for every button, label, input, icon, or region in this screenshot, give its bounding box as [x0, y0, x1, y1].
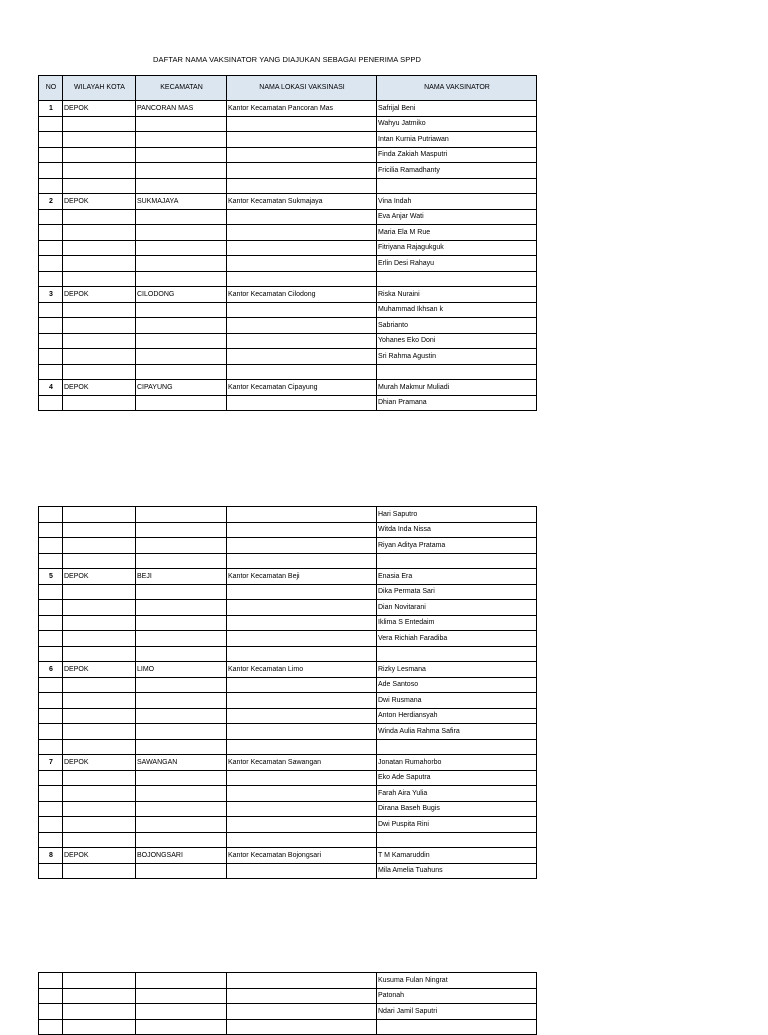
vaksinator-table-page-3: [38, 972, 537, 1035]
table-row: [39, 271, 537, 287]
cell-wilayah-kota: [63, 507, 136, 523]
cell-kecamatan: [136, 817, 227, 833]
cell-kecamatan: [136, 349, 227, 365]
cell-wilayah-kota: [63, 225, 136, 241]
cell-lokasi-vaksinasi: [227, 724, 377, 740]
cell-nama-vaksinator: [377, 364, 537, 380]
cell-lokasi-vaksinasi: [227, 116, 377, 132]
cell-kecamatan: PANCORAN MAS: [136, 101, 227, 117]
table-row: [39, 507, 537, 523]
cell-kecamatan: [136, 801, 227, 817]
cell-nama-vaksinator: Iklima S Entedaim: [377, 615, 537, 631]
cell-wilayah-kota: DEPOK: [63, 848, 136, 864]
cell-kecamatan: [136, 302, 227, 318]
vaksinator-table-page-1: [38, 75, 537, 411]
cell-no: [39, 1019, 63, 1035]
cell-nama-vaksinator: [377, 646, 537, 662]
cell-kecamatan: [136, 116, 227, 132]
cell-lokasi-vaksinasi: [227, 538, 377, 554]
cell-kecamatan: [136, 646, 227, 662]
cell-kecamatan: [136, 584, 227, 600]
cell-nama-vaksinator: Dwi Rusmana: [377, 693, 537, 709]
cell-wilayah-kota: DEPOK: [63, 194, 136, 210]
cell-no: [39, 116, 63, 132]
cell-kecamatan: [136, 863, 227, 879]
cell-no: [39, 693, 63, 709]
cell-kecamatan: [136, 1019, 227, 1035]
table-row: [39, 786, 537, 802]
cell-no: [39, 256, 63, 272]
cell-nama-vaksinator: [377, 271, 537, 287]
cell-kecamatan: [136, 1004, 227, 1020]
cell-no: 2: [39, 194, 63, 210]
cell-wilayah-kota: [63, 395, 136, 411]
cell-no: 5: [39, 569, 63, 585]
cell-wilayah-kota: [63, 178, 136, 194]
cell-wilayah-kota: [63, 677, 136, 693]
cell-wilayah-kota: DEPOK: [63, 287, 136, 303]
cell-wilayah-kota: [63, 147, 136, 163]
cell-no: [39, 631, 63, 647]
cell-kecamatan: BEJI: [136, 569, 227, 585]
cell-lokasi-vaksinasi: [227, 240, 377, 256]
cell-kecamatan: [136, 147, 227, 163]
cell-lokasi-vaksinasi: [227, 364, 377, 380]
cell-lokasi-vaksinasi: [227, 507, 377, 523]
cell-wilayah-kota: DEPOK: [63, 755, 136, 771]
cell-nama-vaksinator: Yohanes Eko Doni: [377, 333, 537, 349]
cell-no: [39, 178, 63, 194]
table-row: [39, 147, 537, 163]
cell-nama-vaksinator: Dian Novitarani: [377, 600, 537, 616]
cell-kecamatan: [136, 786, 227, 802]
cell-no: [39, 863, 63, 879]
cell-wilayah-kota: [63, 553, 136, 569]
table-row: [39, 318, 537, 334]
cell-nama-vaksinator: Dwi Puspita Rini: [377, 817, 537, 833]
table-row: [39, 677, 537, 693]
cell-nama-vaksinator: Murah Makmur Muliadi: [377, 380, 537, 396]
table-row: [39, 770, 537, 786]
table-row: [39, 708, 537, 724]
cell-no: [39, 1004, 63, 1020]
cell-kecamatan: LIMO: [136, 662, 227, 678]
cell-wilayah-kota: [63, 988, 136, 1004]
cell-wilayah-kota: DEPOK: [63, 101, 136, 117]
cell-nama-vaksinator: Anton Herdiansyah: [377, 708, 537, 724]
cell-lokasi-vaksinasi: [227, 209, 377, 225]
cell-wilayah-kota: [63, 584, 136, 600]
cell-kecamatan: [136, 271, 227, 287]
cell-no: [39, 209, 63, 225]
cell-no: [39, 739, 63, 755]
cell-nama-vaksinator: Safrijal Beni: [377, 101, 537, 117]
cell-lokasi-vaksinasi: [227, 522, 377, 538]
table-row: [39, 101, 537, 117]
cell-no: 6: [39, 662, 63, 678]
cell-nama-vaksinator: Jonatan Rumahorbo: [377, 755, 537, 771]
cell-nama-vaksinator: Rizky Lesmana: [377, 662, 537, 678]
cell-wilayah-kota: [63, 801, 136, 817]
cell-lokasi-vaksinasi: Kantor Kecamatan Bojongsari: [227, 848, 377, 864]
cell-nama-vaksinator: Kusuma Fulan Ningrat: [377, 973, 537, 989]
cell-nama-vaksinator: Dirana Baseh Bugis: [377, 801, 537, 817]
cell-kecamatan: [136, 225, 227, 241]
cell-lokasi-vaksinasi: [227, 770, 377, 786]
cell-wilayah-kota: [63, 631, 136, 647]
cell-kecamatan: [136, 739, 227, 755]
cell-wilayah-kota: [63, 318, 136, 334]
table-row: [39, 631, 537, 647]
cell-no: 1: [39, 101, 63, 117]
cell-nama-vaksinator: Muhammad Ikhsan k: [377, 302, 537, 318]
cell-nama-vaksinator: Intan Kurnia Putriawan: [377, 132, 537, 148]
cell-nama-vaksinator: Erlin Desi Rahayu: [377, 256, 537, 272]
table-row: [39, 538, 537, 554]
cell-no: [39, 132, 63, 148]
cell-no: [39, 677, 63, 693]
cell-wilayah-kota: DEPOK: [63, 380, 136, 396]
cell-no: [39, 302, 63, 318]
cell-wilayah-kota: [63, 708, 136, 724]
cell-wilayah-kota: [63, 817, 136, 833]
cell-lokasi-vaksinasi: [227, 271, 377, 287]
cell-no: [39, 318, 63, 334]
cell-lokasi-vaksinasi: [227, 708, 377, 724]
cell-nama-vaksinator: Sri Rahma Agustin: [377, 349, 537, 365]
cell-lokasi-vaksinasi: [227, 631, 377, 647]
cell-nama-vaksinator: Witda Inda Nissa: [377, 522, 537, 538]
cell-nama-vaksinator: Riyan Aditya Pratama: [377, 538, 537, 554]
table-row: [39, 349, 537, 365]
cell-kecamatan: [136, 209, 227, 225]
cell-no: [39, 522, 63, 538]
cell-nama-vaksinator: [377, 553, 537, 569]
cell-wilayah-kota: [63, 209, 136, 225]
cell-nama-vaksinator: Finda Zakiah Masputri: [377, 147, 537, 163]
cell-kecamatan: [136, 631, 227, 647]
cell-kecamatan: [136, 553, 227, 569]
cell-nama-vaksinator: [377, 1019, 537, 1035]
table-row: [39, 863, 537, 879]
cell-lokasi-vaksinasi: [227, 677, 377, 693]
cell-kecamatan: [136, 693, 227, 709]
cell-lokasi-vaksinasi: [227, 178, 377, 194]
cell-lokasi-vaksinasi: [227, 615, 377, 631]
cell-wilayah-kota: DEPOK: [63, 662, 136, 678]
header-nama-vaksinator: NAMA VAKSINATOR: [377, 76, 537, 101]
cell-lokasi-vaksinasi: [227, 801, 377, 817]
table-row: [39, 225, 537, 241]
table-row: [39, 755, 537, 771]
cell-no: [39, 615, 63, 631]
cell-wilayah-kota: [63, 724, 136, 740]
table-row: [39, 287, 537, 303]
cell-no: [39, 333, 63, 349]
table-row: [39, 988, 537, 1004]
cell-nama-vaksinator: Vera Richiah Faradiba: [377, 631, 537, 647]
cell-lokasi-vaksinasi: [227, 1019, 377, 1035]
table-row: [39, 662, 537, 678]
cell-kecamatan: [136, 988, 227, 1004]
cell-kecamatan: SAWANGAN: [136, 755, 227, 771]
cell-kecamatan: [136, 395, 227, 411]
cell-lokasi-vaksinasi: Kantor Kecamatan Cipayung: [227, 380, 377, 396]
cell-lokasi-vaksinasi: [227, 256, 377, 272]
table-row: [39, 395, 537, 411]
table-row: [39, 163, 537, 179]
table-row: [39, 848, 537, 864]
cell-kecamatan: [136, 163, 227, 179]
cell-kecamatan: [136, 132, 227, 148]
cell-no: [39, 817, 63, 833]
cell-no: [39, 364, 63, 380]
cell-wilayah-kota: [63, 116, 136, 132]
cell-lokasi-vaksinasi: [227, 786, 377, 802]
cell-kecamatan: [136, 240, 227, 256]
cell-lokasi-vaksinasi: [227, 693, 377, 709]
table-row: [39, 817, 537, 833]
cell-lokasi-vaksinasi: [227, 739, 377, 755]
cell-nama-vaksinator: Hari Saputro: [377, 507, 537, 523]
cell-no: [39, 832, 63, 848]
cell-nama-vaksinator: Fricilia Ramadhanty: [377, 163, 537, 179]
cell-lokasi-vaksinasi: [227, 132, 377, 148]
cell-lokasi-vaksinasi: [227, 973, 377, 989]
cell-lokasi-vaksinasi: [227, 988, 377, 1004]
cell-kecamatan: SUKMAJAYA: [136, 194, 227, 210]
cell-kecamatan: [136, 522, 227, 538]
header-kecamatan: KECAMATAN: [136, 76, 227, 101]
cell-no: [39, 507, 63, 523]
cell-wilayah-kota: [63, 615, 136, 631]
cell-kecamatan: [136, 724, 227, 740]
cell-kecamatan: [136, 615, 227, 631]
vaksinator-table-page-2: [38, 506, 537, 879]
cell-wilayah-kota: [63, 693, 136, 709]
cell-wilayah-kota: [63, 739, 136, 755]
header-wilayah-kota: WILAYAH KOTA: [63, 76, 136, 101]
cell-no: 8: [39, 848, 63, 864]
cell-wilayah-kota: [63, 302, 136, 318]
cell-wilayah-kota: [63, 349, 136, 365]
cell-no: [39, 271, 63, 287]
cell-no: [39, 600, 63, 616]
cell-no: [39, 708, 63, 724]
cell-nama-vaksinator: Vina Indah: [377, 194, 537, 210]
cell-kecamatan: BOJONGSARI: [136, 848, 227, 864]
table-row: [39, 646, 537, 662]
table-row: [39, 302, 537, 318]
cell-wilayah-kota: [63, 600, 136, 616]
cell-nama-vaksinator: [377, 832, 537, 848]
table-row: [39, 569, 537, 585]
table-row: [39, 801, 537, 817]
cell-lokasi-vaksinasi: Kantor Kecamatan Sawangan: [227, 755, 377, 771]
table-row: [39, 178, 537, 194]
cell-kecamatan: [136, 364, 227, 380]
cell-kecamatan: [136, 708, 227, 724]
cell-no: [39, 786, 63, 802]
cell-nama-vaksinator: Fitriyana Rajagukguk: [377, 240, 537, 256]
cell-kecamatan: [136, 256, 227, 272]
table-row: [39, 600, 537, 616]
cell-kecamatan: [136, 333, 227, 349]
cell-lokasi-vaksinasi: [227, 318, 377, 334]
table-header-row: [39, 76, 537, 101]
cell-nama-vaksinator: Enasia Era: [377, 569, 537, 585]
cell-lokasi-vaksinasi: [227, 553, 377, 569]
cell-no: [39, 801, 63, 817]
table-row: [39, 240, 537, 256]
table-row: [39, 333, 537, 349]
document-title: DAFTAR NAMA VAKSINATOR YANG DIAJUKAN SEBAGAI PENERIMA SPPD: [153, 55, 421, 64]
cell-lokasi-vaksinasi: [227, 395, 377, 411]
table-row: [39, 553, 537, 569]
cell-lokasi-vaksinasi: [227, 1004, 377, 1020]
cell-no: [39, 163, 63, 179]
cell-no: [39, 240, 63, 256]
cell-lokasi-vaksinasi: [227, 302, 377, 318]
cell-wilayah-kota: [63, 522, 136, 538]
cell-nama-vaksinator: Maria Ela M Rue: [377, 225, 537, 241]
cell-wilayah-kota: [63, 163, 136, 179]
cell-nama-vaksinator: [377, 178, 537, 194]
cell-lokasi-vaksinasi: [227, 600, 377, 616]
cell-wilayah-kota: [63, 538, 136, 554]
cell-lokasi-vaksinasi: [227, 349, 377, 365]
cell-no: [39, 988, 63, 1004]
cell-no: [39, 973, 63, 989]
table-row: [39, 693, 537, 709]
cell-nama-vaksinator: [377, 739, 537, 755]
cell-no: [39, 770, 63, 786]
cell-lokasi-vaksinasi: [227, 584, 377, 600]
cell-kecamatan: [136, 538, 227, 554]
cell-nama-vaksinator: Eva Anjar Wati: [377, 209, 537, 225]
cell-nama-vaksinator: Eko Ade Saputra: [377, 770, 537, 786]
cell-nama-vaksinator: Mila Amelia Tuahuns: [377, 863, 537, 879]
cell-no: 4: [39, 380, 63, 396]
cell-lokasi-vaksinasi: [227, 225, 377, 241]
cell-no: [39, 225, 63, 241]
cell-kecamatan: [136, 507, 227, 523]
cell-lokasi-vaksinasi: Kantor Kecamatan Sukmajaya: [227, 194, 377, 210]
table-row: [39, 615, 537, 631]
cell-kecamatan: [136, 973, 227, 989]
cell-lokasi-vaksinasi: Kantor Kecamatan Limo: [227, 662, 377, 678]
cell-kecamatan: CIPAYUNG: [136, 380, 227, 396]
cell-lokasi-vaksinasi: [227, 163, 377, 179]
cell-wilayah-kota: [63, 770, 136, 786]
cell-wilayah-kota: [63, 271, 136, 287]
cell-kecamatan: [136, 318, 227, 334]
cell-no: [39, 553, 63, 569]
cell-no: 3: [39, 287, 63, 303]
cell-wilayah-kota: [63, 256, 136, 272]
cell-kecamatan: [136, 770, 227, 786]
cell-kecamatan: [136, 600, 227, 616]
cell-kecamatan: [136, 677, 227, 693]
table-row: [39, 724, 537, 740]
cell-nama-vaksinator: Ade Santoso: [377, 677, 537, 693]
table-row: [39, 364, 537, 380]
cell-no: [39, 147, 63, 163]
table-row: [39, 194, 537, 210]
cell-no: [39, 349, 63, 365]
cell-lokasi-vaksinasi: Kantor Kecamatan Cilodong: [227, 287, 377, 303]
table-row: [39, 739, 537, 755]
cell-wilayah-kota: [63, 973, 136, 989]
cell-no: [39, 538, 63, 554]
cell-wilayah-kota: [63, 786, 136, 802]
cell-wilayah-kota: DEPOK: [63, 569, 136, 585]
cell-wilayah-kota: [63, 364, 136, 380]
cell-lokasi-vaksinasi: [227, 333, 377, 349]
cell-lokasi-vaksinasi: [227, 147, 377, 163]
cell-lokasi-vaksinasi: [227, 817, 377, 833]
cell-wilayah-kota: [63, 863, 136, 879]
cell-nama-vaksinator: Winda Aulia Rahma Safira: [377, 724, 537, 740]
cell-no: [39, 646, 63, 662]
header-no: NO: [39, 76, 63, 101]
cell-wilayah-kota: [63, 132, 136, 148]
cell-nama-vaksinator: Patonah: [377, 988, 537, 1004]
table-row: [39, 973, 537, 989]
cell-lokasi-vaksinasi: [227, 863, 377, 879]
cell-wilayah-kota: [63, 832, 136, 848]
cell-nama-vaksinator: Sabrianto: [377, 318, 537, 334]
table-row: [39, 522, 537, 538]
table-row: [39, 1019, 537, 1035]
table-row: [39, 116, 537, 132]
cell-no: 7: [39, 755, 63, 771]
cell-lokasi-vaksinasi: Kantor Kecamatan Pancoran Mas: [227, 101, 377, 117]
cell-nama-vaksinator: Farah Aira Yulia: [377, 786, 537, 802]
cell-wilayah-kota: [63, 240, 136, 256]
table-row: [39, 1004, 537, 1020]
cell-no: [39, 724, 63, 740]
cell-no: [39, 395, 63, 411]
cell-lokasi-vaksinasi: [227, 832, 377, 848]
table-row: [39, 584, 537, 600]
cell-lokasi-vaksinasi: Kantor Kecamatan Beji: [227, 569, 377, 585]
table-row: [39, 380, 537, 396]
cell-kecamatan: CILODONG: [136, 287, 227, 303]
cell-wilayah-kota: [63, 1019, 136, 1035]
table-row: [39, 209, 537, 225]
cell-kecamatan: [136, 832, 227, 848]
table-row: [39, 256, 537, 272]
cell-nama-vaksinator: Ndari Jamil Saputri: [377, 1004, 537, 1020]
cell-lokasi-vaksinasi: [227, 646, 377, 662]
cell-wilayah-kota: [63, 1004, 136, 1020]
cell-nama-vaksinator: Dhian Pramana: [377, 395, 537, 411]
header-lokasi-vaksinasi: NAMA LOKASI VAKSINASI: [227, 76, 377, 101]
table-row: [39, 132, 537, 148]
cell-nama-vaksinator: Dika Permata Sari: [377, 584, 537, 600]
table-row: [39, 832, 537, 848]
cell-wilayah-kota: [63, 333, 136, 349]
cell-nama-vaksinator: T M Kamaruddin: [377, 848, 537, 864]
cell-kecamatan: [136, 178, 227, 194]
cell-nama-vaksinator: Riska Nuraini: [377, 287, 537, 303]
cell-wilayah-kota: [63, 646, 136, 662]
cell-no: [39, 584, 63, 600]
cell-nama-vaksinator: Wahyu Jatmiko: [377, 116, 537, 132]
